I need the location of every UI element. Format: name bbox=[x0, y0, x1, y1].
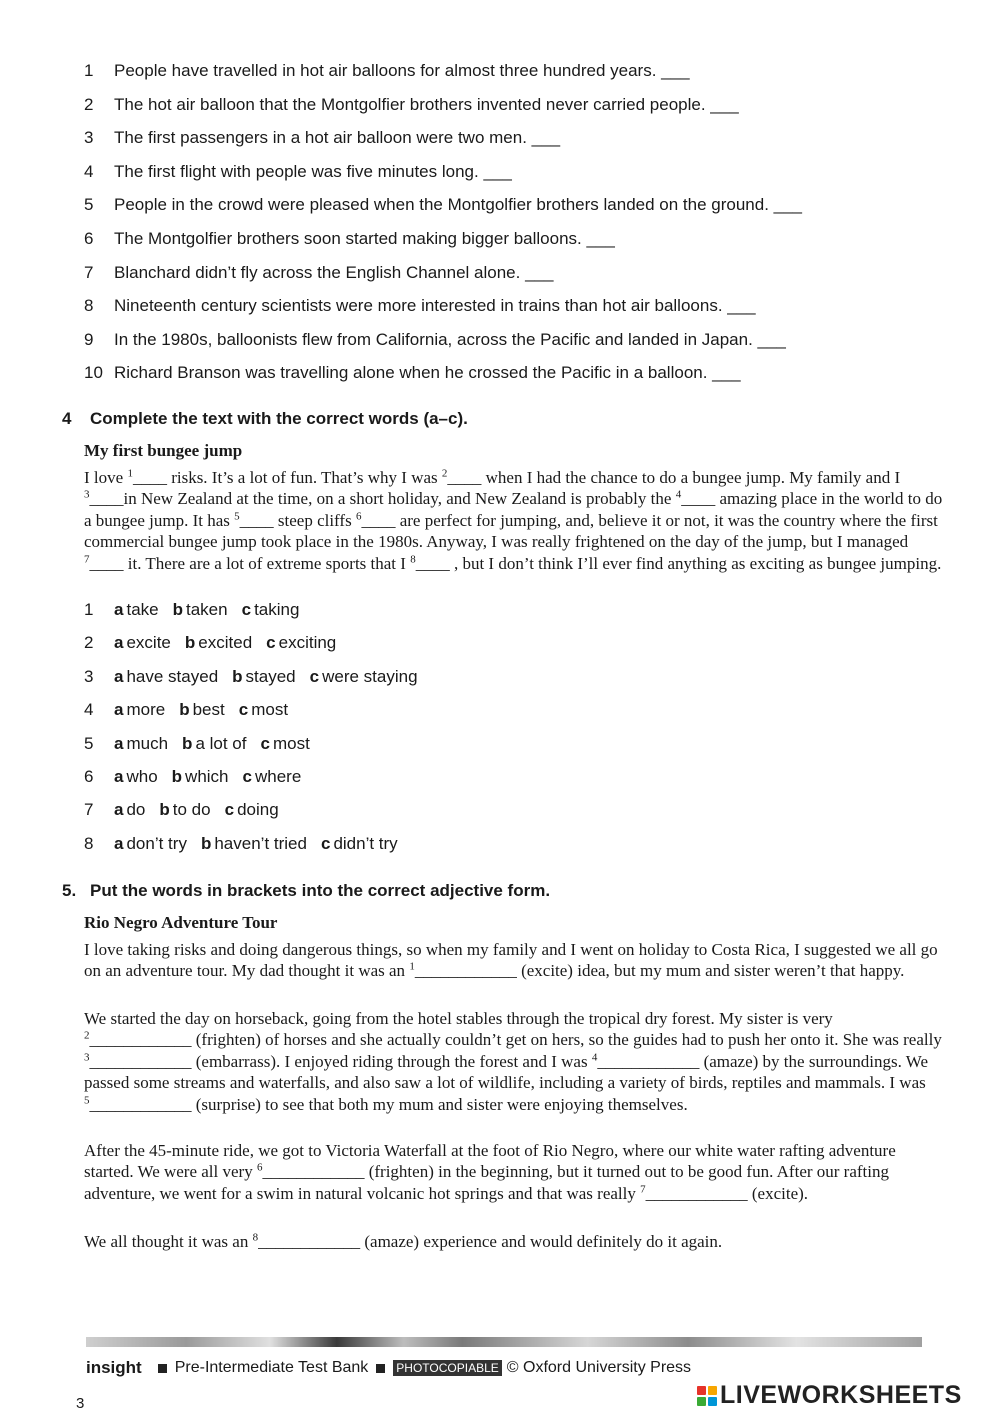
option-row bbox=[84, 732, 432, 765]
option-a[interactable] bbox=[114, 800, 145, 819]
statement-text: Blanchard didn’t fly across the English Channel alone. ___ bbox=[114, 262, 554, 282]
option-letter: b bbox=[182, 733, 193, 753]
gap-number: 2 bbox=[84, 1029, 90, 1042]
statement-number: 5 bbox=[84, 195, 94, 215]
statement-item bbox=[84, 59, 802, 93]
statement-number: 10 bbox=[84, 363, 103, 383]
option-text: which bbox=[185, 766, 229, 786]
gap-number: 7 bbox=[640, 1183, 646, 1196]
rio-negro-paragraph-1 bbox=[84, 939, 944, 982]
option-a[interactable] bbox=[114, 700, 165, 719]
statement-text: Nineteenth century scientists were more interested in trains than hot air balloons. ___ bbox=[114, 296, 756, 316]
statement-item bbox=[84, 361, 802, 395]
statement-number: 4 bbox=[84, 161, 94, 181]
text-segment: After the 45-minute ride, we got to Victoria Waterfall at the foot of Rio Negro, where our white water rafting adventure started. We were all very bbox=[84, 1141, 896, 1182]
rio-negro-paragraph-4 bbox=[84, 1231, 944, 1252]
option-a[interactable] bbox=[114, 633, 171, 652]
text-segment: ____ steep cliffs bbox=[239, 510, 356, 530]
footer-publisher: © Oxford University Press bbox=[506, 1359, 692, 1376]
option-letter: b bbox=[232, 666, 243, 686]
option-letter: a bbox=[114, 833, 124, 853]
rio-negro-paragraph-3 bbox=[84, 1140, 944, 1204]
gap-number: 5 bbox=[84, 1093, 90, 1106]
option-a[interactable] bbox=[114, 600, 159, 619]
option-row bbox=[84, 665, 432, 698]
square-bullet-icon bbox=[158, 1364, 167, 1373]
liveworksheets-grid-icon bbox=[697, 1386, 717, 1406]
text-segment: We started the day on horseback, going from the hotel stables through the tropical dry forest. My sister is very bbox=[84, 1009, 833, 1028]
option-number: 4 bbox=[84, 700, 94, 720]
text-segment: We all thought it was an bbox=[84, 1232, 253, 1251]
options-list bbox=[84, 598, 432, 865]
text-segment: ____________ (amaze) experience and would definitely do it again. bbox=[258, 1232, 723, 1251]
text-segment: ____________ (excite) idea, but my mum and sister weren’t that happy. bbox=[414, 961, 905, 981]
option-letter: c bbox=[266, 633, 276, 653]
option-a[interactable] bbox=[114, 734, 168, 753]
option-letter: a bbox=[114, 600, 124, 619]
statement-number: 2 bbox=[84, 94, 94, 114]
section-5-number: 5. bbox=[62, 881, 77, 900]
statement-item bbox=[84, 160, 802, 194]
liveworksheets-logo[interactable] bbox=[697, 1381, 962, 1410]
option-b[interactable] bbox=[172, 767, 229, 786]
text-segment: ____________ (frighten) of horses and she actually couldn’t get on hers, so the guides had to push her onto it. She was really bbox=[89, 1030, 942, 1050]
option-c[interactable] bbox=[260, 734, 309, 753]
option-letter: a bbox=[114, 700, 124, 720]
option-text: more bbox=[126, 700, 166, 720]
option-b[interactable] bbox=[201, 834, 307, 853]
statement-item bbox=[84, 227, 802, 261]
option-row bbox=[84, 765, 432, 798]
option-letter: b bbox=[184, 633, 196, 653]
option-text: didn’t try bbox=[333, 833, 398, 853]
option-c[interactable] bbox=[239, 700, 288, 719]
option-b[interactable] bbox=[185, 633, 252, 652]
statement-text: The Montgolfier brothers soon started making bigger balloons. ___ bbox=[114, 228, 615, 248]
option-a[interactable] bbox=[114, 767, 158, 786]
gap-number: 2 bbox=[441, 467, 448, 480]
footer-brand: insight bbox=[86, 1358, 142, 1377]
text-segment: ____ when I had the chance to do a bungee jump. My family and I bbox=[447, 468, 901, 487]
option-row bbox=[84, 631, 432, 664]
gap-number: 6 bbox=[355, 510, 362, 523]
gap-number: 1 bbox=[127, 467, 133, 480]
statement-number: 6 bbox=[84, 228, 94, 248]
option-c[interactable] bbox=[266, 633, 336, 652]
option-text: exciting bbox=[278, 633, 337, 653]
text-segment: ____in New Zealand at the time, on a short holiday, and New Zealand is probably the bbox=[89, 489, 676, 509]
option-row bbox=[84, 598, 432, 631]
option-c[interactable] bbox=[225, 800, 279, 819]
option-text: haven’t tried bbox=[214, 833, 307, 853]
text-segment: ____ , but I don’t think I’ll ever find anything as exciting as bungee jumping. bbox=[415, 553, 942, 573]
option-c[interactable] bbox=[243, 767, 302, 786]
option-c[interactable] bbox=[310, 667, 418, 686]
option-letter: b bbox=[171, 766, 183, 786]
option-text: taken bbox=[186, 600, 228, 619]
option-letter: a bbox=[114, 733, 124, 753]
option-number: 8 bbox=[84, 833, 94, 853]
option-letter: a bbox=[114, 633, 124, 653]
text-segment: ____________ (excite). bbox=[645, 1183, 809, 1203]
option-text: excite bbox=[126, 633, 171, 653]
option-text: taking bbox=[254, 600, 300, 619]
photocopiable-badge: PHOTOCOPIABLE bbox=[393, 1360, 501, 1376]
option-text: have stayed bbox=[126, 666, 219, 686]
option-text: where bbox=[254, 766, 302, 786]
text-segment: ____ amazing place in the world to do a bungee jump. It has bbox=[84, 489, 943, 530]
statement-text: People have travelled in hot air balloons for almost three hundred years. ___ bbox=[114, 61, 690, 80]
option-text: stayed bbox=[245, 666, 296, 686]
statement-item bbox=[84, 93, 802, 127]
text-segment: ____________ (amaze) by the surroundings. We passed some streams and waterfalls, and also saw a lot of wildlife, including a variety of birds, reptiles and mammals. I was bbox=[84, 1051, 929, 1093]
option-b[interactable] bbox=[173, 600, 228, 619]
option-number: 3 bbox=[84, 666, 94, 686]
option-c[interactable] bbox=[321, 834, 398, 853]
text-segment: ____ are perfect for jumping, and, believe it or not, it was the country where the first commercial bungee jump took place in the 1980s. Anyway, I was really frightened on the day of the jump, but I managed bbox=[84, 510, 938, 552]
option-letter: a bbox=[114, 666, 124, 686]
logo-square-orange bbox=[708, 1386, 717, 1395]
statement-item bbox=[84, 193, 802, 227]
section-4-heading bbox=[62, 409, 468, 429]
option-text: who bbox=[126, 766, 158, 786]
option-number: 7 bbox=[84, 800, 94, 820]
option-row bbox=[84, 832, 432, 865]
option-a[interactable] bbox=[114, 667, 218, 686]
square-bullet-icon bbox=[376, 1364, 385, 1373]
option-letter: b bbox=[172, 600, 183, 619]
page-number: 3 bbox=[76, 1395, 85, 1412]
gap-number: 5 bbox=[234, 510, 240, 523]
option-text: most bbox=[272, 733, 310, 753]
option-text: much bbox=[126, 733, 169, 753]
footer-credits bbox=[86, 1358, 691, 1378]
option-letter: c bbox=[238, 700, 249, 720]
liveworksheets-logo-text: LIVEWORKSHEETS bbox=[720, 1381, 962, 1409]
statement-number: 9 bbox=[84, 329, 94, 349]
option-text: a lot of bbox=[195, 733, 247, 753]
option-b[interactable] bbox=[179, 700, 225, 719]
option-number: 2 bbox=[84, 633, 94, 653]
statement-item bbox=[84, 126, 802, 160]
option-letter: b bbox=[200, 833, 212, 853]
bungee-title: My first bungee jump bbox=[84, 441, 243, 460]
option-letter: c bbox=[260, 733, 270, 753]
option-text: excited bbox=[198, 633, 253, 653]
statement-text: The first passengers in a hot air balloon were two men. ___ bbox=[114, 128, 561, 148]
option-letter: b bbox=[179, 700, 190, 720]
option-letter: c bbox=[242, 766, 252, 786]
gap-number: 1 bbox=[409, 960, 415, 973]
statement-number: 1 bbox=[84, 61, 94, 80]
section-5-instruction: Put the words in brackets into the correct adjective form. bbox=[90, 881, 551, 900]
section-5-heading bbox=[62, 881, 550, 901]
option-letter: c bbox=[224, 800, 235, 820]
option-text: were staying bbox=[322, 666, 418, 686]
statement-text: Richard Branson was travelling alone when he crossed the Pacific in a balloon. ___ bbox=[114, 363, 741, 383]
logo-square-red bbox=[697, 1386, 706, 1395]
section-4-instruction: Complete the text with the correct words (a–c). bbox=[90, 409, 468, 428]
option-number: 6 bbox=[84, 766, 94, 786]
option-b[interactable] bbox=[232, 667, 295, 686]
gap-number: 6 bbox=[256, 1161, 263, 1174]
option-text: take bbox=[126, 600, 159, 619]
bungee-text bbox=[84, 467, 944, 574]
option-b[interactable] bbox=[182, 734, 246, 753]
option-text: best bbox=[192, 700, 225, 720]
rio-negro-paragraph-2 bbox=[84, 1008, 944, 1115]
statement-text: In the 1980s, balloonists flew from California, across the Pacific and landed in Japan. ___ bbox=[114, 329, 786, 349]
option-number: 1 bbox=[84, 600, 94, 619]
option-number: 5 bbox=[84, 733, 94, 753]
option-b[interactable] bbox=[159, 800, 210, 819]
gap-number: 4 bbox=[591, 1051, 598, 1064]
option-letter: c bbox=[320, 833, 331, 853]
option-text: do bbox=[126, 800, 146, 820]
option-text: don’t try bbox=[126, 833, 187, 853]
option-letter: a bbox=[114, 766, 124, 786]
gap-number: 8 bbox=[410, 552, 416, 565]
option-row bbox=[84, 698, 432, 731]
text-segment: ____________ (frighten) in the beginning, but it turned out to be good fun. After our rafting adventure, we went for a swim in natural volcanic hot springs and that was really bbox=[84, 1162, 889, 1203]
option-text: most bbox=[251, 700, 289, 720]
statement-item bbox=[84, 328, 802, 362]
option-text: to do bbox=[172, 800, 211, 820]
statement-text: The hot air balloon that the Montgolfier brothers invented never carried people. ___ bbox=[114, 94, 739, 114]
option-c[interactable] bbox=[242, 600, 300, 619]
gap-number: 3 bbox=[84, 488, 90, 501]
statement-number: 7 bbox=[84, 262, 94, 282]
statement-text: People in the crowd were pleased when the Montgolfier brothers landed on the ground. ___ bbox=[114, 195, 803, 215]
footer-photo-strip bbox=[86, 1337, 922, 1347]
option-text: doing bbox=[237, 800, 279, 820]
statement-item bbox=[84, 294, 802, 328]
gap-number: 3 bbox=[84, 1051, 90, 1064]
option-row bbox=[84, 798, 432, 831]
logo-square-green bbox=[697, 1397, 706, 1406]
text-segment: ____________ (surprise) to see that both my mum and sister were enjoying themselves. bbox=[89, 1094, 688, 1114]
logo-square-blue bbox=[708, 1397, 717, 1406]
statement-item bbox=[84, 261, 802, 295]
statement-number: 8 bbox=[84, 296, 94, 316]
text-segment: ____ it. There are a lot of extreme sports that I bbox=[89, 553, 411, 573]
option-letter: c bbox=[241, 600, 252, 619]
option-letter: a bbox=[114, 800, 124, 820]
text-segment: I love taking risks and doing dangerous things, so when my family and I went on holiday to Costa Rica, I suggested we all go on an adventure tour. My dad thought it was an bbox=[84, 940, 938, 981]
footer-book: Pre-Intermediate Test Bank bbox=[174, 1359, 369, 1376]
option-letter: b bbox=[159, 800, 170, 820]
option-a[interactable] bbox=[114, 834, 187, 853]
rio-negro-title: Rio Negro Adventure Tour bbox=[84, 913, 278, 932]
true-false-list bbox=[84, 59, 802, 395]
gap-number: 7 bbox=[84, 552, 90, 565]
text-segment: I love bbox=[84, 468, 128, 487]
statement-number: 3 bbox=[84, 128, 94, 148]
section-4-number: 4 bbox=[62, 409, 72, 428]
text-segment: ____ risks. It’s a lot of fun. That’s why I was bbox=[132, 468, 442, 487]
option-letter: c bbox=[309, 666, 320, 686]
text-segment: ____________ (embarrass). I enjoyed riding through the forest and I was bbox=[89, 1051, 592, 1071]
gap-number: 8 bbox=[252, 1231, 259, 1244]
gap-number: 4 bbox=[675, 488, 682, 501]
statement-text: The first flight with people was five minutes long. ___ bbox=[114, 161, 512, 181]
